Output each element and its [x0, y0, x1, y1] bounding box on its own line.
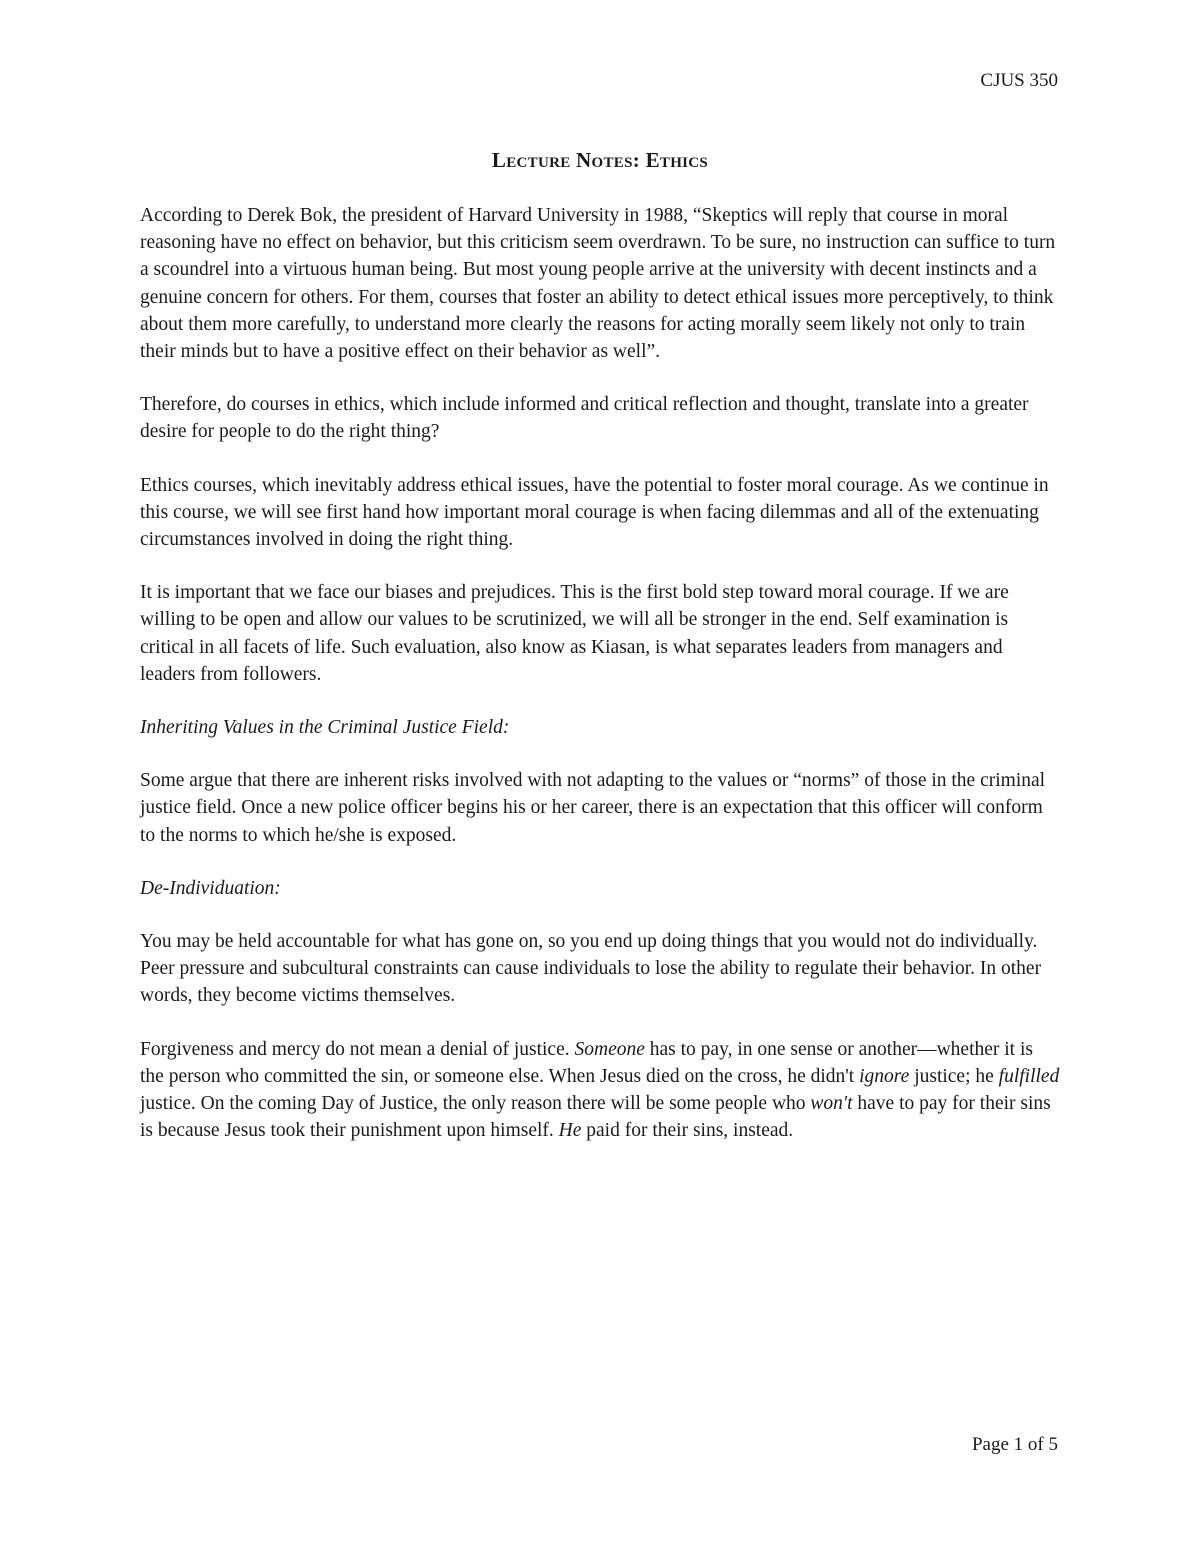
text-span: paid for their sins, instead. — [581, 1120, 794, 1142]
emphasis-wont: won't — [810, 1093, 853, 1115]
paragraph-accountability: You may be held accountable for what has gone on, so you end up doing things that you would not do individually. Peer pressure and subcultural constraints can cause individuals to lose the ability to regulate their behavior. In other words, they become victims themselves. — [140, 931, 1042, 1007]
emphasis-fulfilled: fulfilled — [998, 1065, 1060, 1087]
page-title: Lecture Notes: Ethics — [491, 148, 709, 172]
document-body — [140, 202, 1060, 1170]
text-span: justice. On the coming Day of Justice, the only reason there will be some people who — [140, 1093, 811, 1115]
page-number: Page 1 of 5 — [971, 1434, 1058, 1455]
emphasis-he: He — [558, 1120, 582, 1142]
text-span: justice; he — [909, 1065, 999, 1087]
paragraph-forgiveness — [140, 1036, 1060, 1145]
paragraph-norms: Some argue that there are inherent risks involved with not adapting to the values or “norms” of those in the criminal justice field. Once a new police officer begins his or her career, there is an expectation that this officer will conform to the norms to which he/she is exposed. — [140, 770, 1046, 846]
paragraph-moral-courage: Ethics courses, which inevitably address ethical issues, have the potential to foster moral courage. As we continue in this course, we will see first hand how important moral courage is when facing dilemmas and all of the extenuating circumstances involved in doing the right thing. — [140, 474, 1049, 551]
paragraph-bok-quote: According to Derek Bok, the president of Harvard University in 1988, “Skeptics will reply that course in moral reasoning have no effect on behavior, but this criticism seem overdrawn. To be sure, no instruction can suffice to turn a scoundrel into a virtuous human being. But most young people arrive at the university with decent instincts and a genuine concern for others. For them, courses that foster an ability to detect ethical issues more perceptively, to think about them more carefully, to understand more clearly the reasons for acting morally seem likely not only to train their minds but to have a positive effect on their behavior as well”. — [140, 205, 1056, 363]
paragraph-ethics-question: Therefore, do courses in ethics, which include informed and critical reflection and thought, translate into a greater desire for people to do the right thing? — [140, 394, 1029, 443]
paragraph-biases: It is important that we face our biases and prejudices. This is the first bold step toward moral courage. If we are willing to be open and allow our values to be scrutinized, we will all be stronger in the end. Self examination is critical in all facets of life. Such evaluation, also know as Kiasan, is what separates leaders from managers and leaders from followers. — [140, 582, 1009, 685]
emphasis-someone: Someone — [574, 1038, 645, 1060]
text-span: has to pay, in one sense or another—whether it is the person who committed the sin, or someone else. When Jesus died on the cross, he didn't — [140, 1038, 1033, 1087]
subheading-de-individuation: De-Individuation: — [140, 877, 281, 899]
course-code: CJUS 350 — [980, 70, 1058, 91]
emphasis-ignore: ignore — [859, 1065, 910, 1087]
subheading-inheriting-values: Inheriting Values in the Criminal Justice Field: — [140, 717, 510, 739]
text-span: have to pay for their sins is because Jesus took their punishment upon himself. — [140, 1093, 1051, 1142]
text-span: Forgiveness and mercy do not mean a denial of justice. — [140, 1038, 575, 1060]
